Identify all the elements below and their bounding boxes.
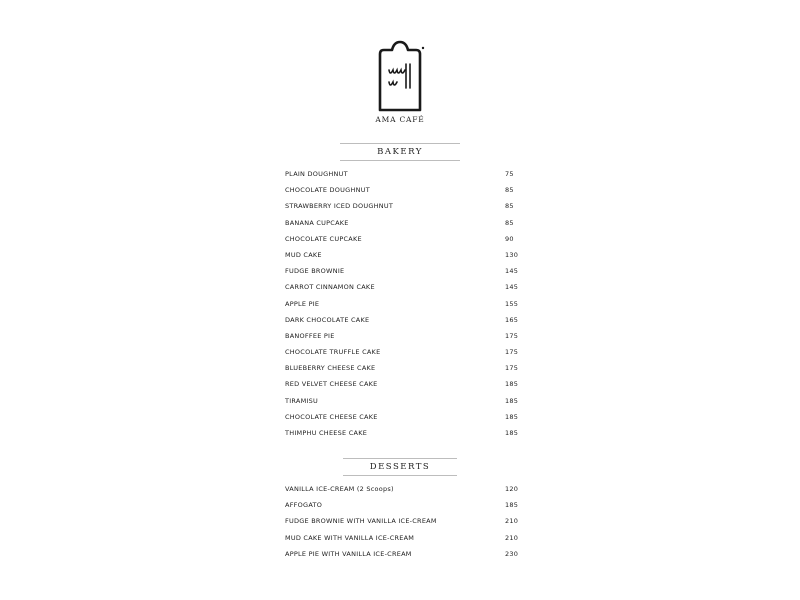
- menu-item-name: STRAWBERRY ICED DOUGHNUT: [285, 202, 394, 211]
- menu-item-price: 185: [505, 501, 519, 510]
- menu-item-name: VANILLA ICE-CREAM (2 Scoops): [285, 485, 394, 493]
- menu-item-price: 75: [505, 170, 514, 178]
- menu-item-price: 175: [505, 364, 519, 373]
- menu-item-row: [285, 497, 518, 513]
- menu-item-name: THIMPHU CHEESE CAKE: [285, 429, 368, 437]
- menu-item-price: 230: [505, 549, 519, 558]
- menu-item-name: BANOFFEE PIE: [285, 331, 335, 340]
- menu-item-price: 185: [505, 380, 519, 389]
- menu-item-name: CHOCOLATE DOUGHNUT: [285, 186, 370, 195]
- menu-item-name: CHOCOLATE CHEESE CAKE: [285, 412, 378, 421]
- menu-item-name: PLAIN DOUGHNUT: [285, 170, 348, 178]
- menu-item-price: 145: [505, 283, 519, 292]
- menu-item-row: [285, 481, 518, 497]
- menu-item-price: 120: [505, 485, 519, 493]
- menu-item-row: [285, 344, 518, 360]
- menu-item-row: [285, 328, 518, 344]
- menu-item-row: [285, 425, 518, 441]
- menu-item-price: 210: [505, 517, 519, 526]
- menu-item-name: APPLE PIE: [285, 299, 320, 308]
- menu-item-name: FUDGE BROWNIE WITH VANILLA ICE-CREAM: [285, 517, 437, 526]
- menu-item-row: [285, 312, 518, 328]
- menu-item-row: [285, 247, 518, 263]
- menu-item-name: BANANA CUPCAKE: [285, 218, 349, 227]
- menu-item-row: [285, 198, 518, 214]
- menu-item-row: [285, 166, 518, 182]
- menu-item-row: [285, 360, 518, 376]
- menu-item-name: AFFOGATO: [285, 501, 323, 510]
- menu-item-row: [285, 215, 518, 231]
- menu-item-price: 175: [505, 348, 519, 357]
- menu-item-name: CARROT CINNAMON CAKE: [285, 283, 375, 292]
- cafe-name: AMA CAFÉ: [375, 115, 425, 124]
- menu-item-price: 85: [505, 186, 514, 195]
- menu-item-row: [285, 409, 518, 425]
- menu-item-row: [285, 279, 518, 295]
- section-header-bakery: BAKERY: [340, 143, 460, 161]
- menu-item-name: RED VELVET CHEESE CAKE: [285, 380, 378, 389]
- menu-item-price: 185: [505, 396, 519, 405]
- menu-item-row: [285, 182, 518, 198]
- cafe-logo: [360, 40, 440, 130]
- menu-item-name: BLUEBERRY CHEESE CAKE: [285, 364, 376, 373]
- menu-item-row: [285, 263, 518, 279]
- menu-item-name: DARK CHOCOLATE CAKE: [285, 315, 370, 324]
- menu-item-name: MUD CAKE: [285, 250, 322, 259]
- menu-item-row: [285, 231, 518, 247]
- menu-item-name: CHOCOLATE TRUFFLE CAKE: [285, 348, 381, 357]
- menu-item-price: 85: [505, 218, 514, 227]
- menu-item-price: 165: [505, 315, 519, 324]
- menu-item-price: 145: [505, 267, 519, 276]
- section-header-desserts: DESSERTS: [343, 458, 457, 476]
- bakery-item-list: [285, 166, 518, 441]
- menu-item-name: MUD CAKE WITH VANILLA ICE-CREAM: [285, 533, 415, 542]
- menu-item-price: 130: [505, 250, 519, 259]
- menu-item-row: [285, 296, 518, 312]
- menu-item-row: [285, 393, 518, 409]
- menu-item-price: 175: [505, 331, 519, 340]
- menu-item-name: APPLE PIE WITH VANILLA ICE-CREAM: [285, 549, 412, 558]
- menu-item-price: 90: [505, 234, 514, 243]
- menu-item-row: [285, 376, 518, 392]
- menu-item-name: TIRAMISU: [285, 396, 318, 405]
- menu-item-price: 185: [505, 412, 519, 421]
- desserts-item-list: [285, 481, 518, 562]
- menu-item-row: [285, 530, 518, 546]
- menu-item-price: 185: [505, 429, 519, 437]
- menu-item-name: CHOCOLATE CUPCAKE: [285, 234, 362, 243]
- menu-item-row: [285, 546, 518, 562]
- menu-item-price: 155: [505, 299, 519, 308]
- menu-item-price: 85: [505, 202, 514, 211]
- menu-item-row: [285, 513, 518, 529]
- menu-item-price: 210: [505, 533, 519, 542]
- menu-item-name: FUDGE BROWNIE: [285, 267, 345, 276]
- ama-cafe-logo-icon: [372, 40, 428, 114]
